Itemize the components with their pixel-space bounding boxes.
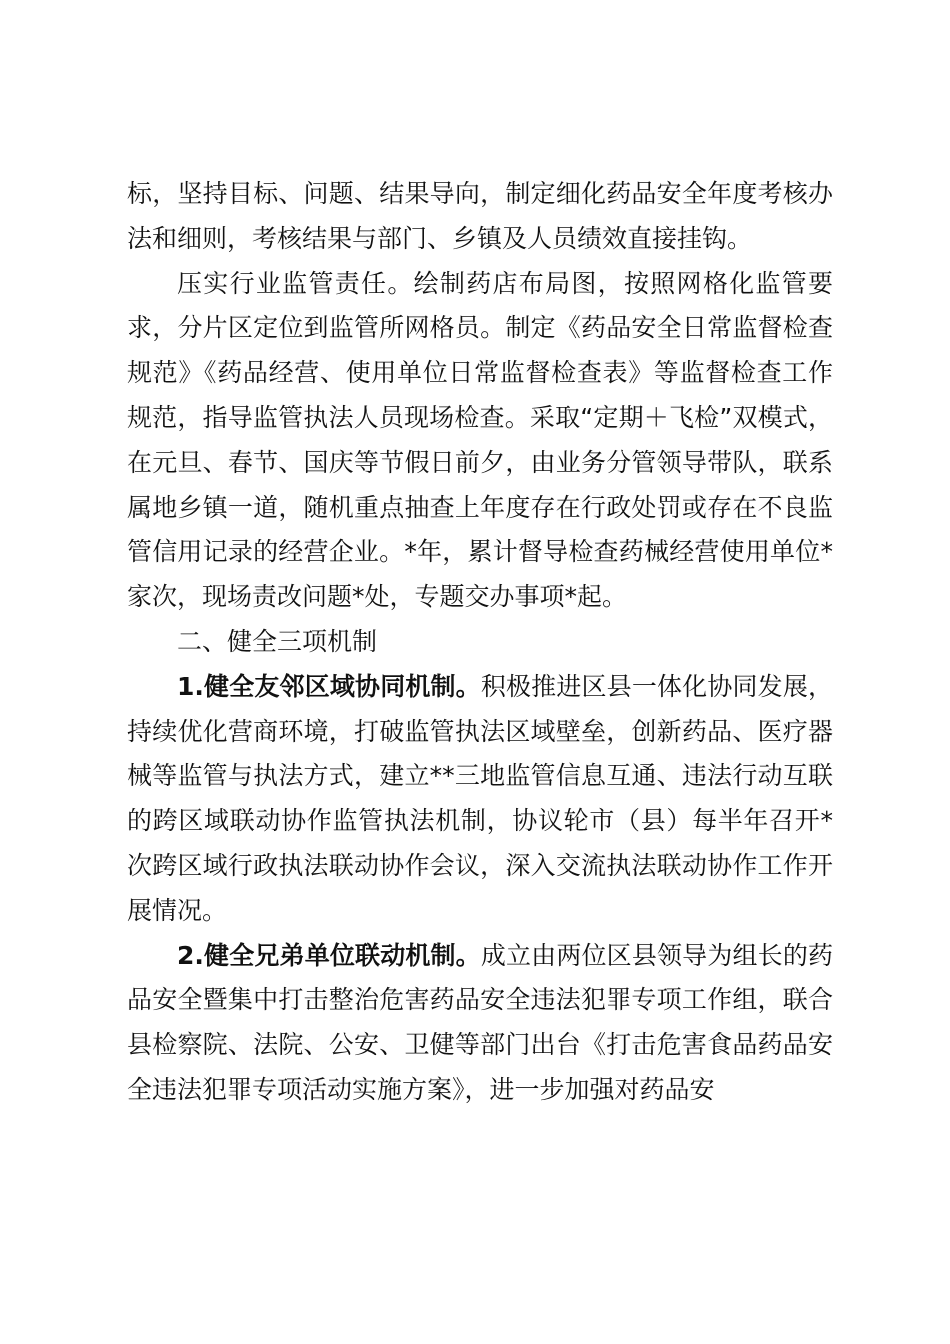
paragraph-regulatory-duty [127, 262, 833, 620]
section-heading-text: 二、健全三项机制 [177, 626, 378, 656]
paragraph-regional-coordination [127, 665, 833, 934]
paragraph-text: 成立由两位区县领导为组长的药品安全暨集中打击整治危害药品安全违法犯罪专项工作组，联合县检察院、法院、公安、卫健等部门出台《打击危害食品药品安全违法犯罪专项活动实施方案》，进一步加强对药品安 [127, 940, 833, 1104]
document-body [127, 172, 833, 1113]
paragraph-text: 压实行业监管责任。绘制药店布局图，按照网格化监管要求，分片区定位到监管所网格员。制定《药品安全日常监督检查规范》《药品经营、使用单位日常监督检查表》等监督检查工作规范，指导监管执法人员现场检查。采取“定期＋飞检”双模式，在元旦、春节、国庆等节假日前夕，由业务分管领导带队，联系属地乡镇一道，随机重点抽查上年度存在行政处罚或存在不良监管信用记录的经营企业。*年，累计督导检查药械经营使用单位*家次，现场责改问题*处，专题交办事项*起。 [127, 268, 833, 612]
paragraph-unit-linkage [127, 934, 833, 1113]
section-heading [127, 620, 833, 665]
paragraph-continuation [127, 172, 833, 262]
paragraph-lead-heading: 2.健全兄弟单位联动机制。 [177, 940, 481, 970]
paragraph-text: 标，坚持目标、问题、结果导向，制定细化药品安全年度考核办法和细则，考核结果与部门、乡镇及人员绩效直接挂钩。 [127, 179, 833, 253]
paragraph-lead-heading: 1.健全友邻区域协同机制。 [177, 671, 481, 701]
paragraph-text: 积极推进区县一体化协同发展，持续优化营商环境，打破监管执法区域壁垒，创新药品、医疗器械等监管与执法方式，建立**三地监管信息互通、违法行动互联的跨区域联动协作监管执法机制，协议轮市（县）每半年召开*次跨区域行政执法联动协作会议，深入交流执法联动协作工作开展情况。 [127, 671, 833, 925]
